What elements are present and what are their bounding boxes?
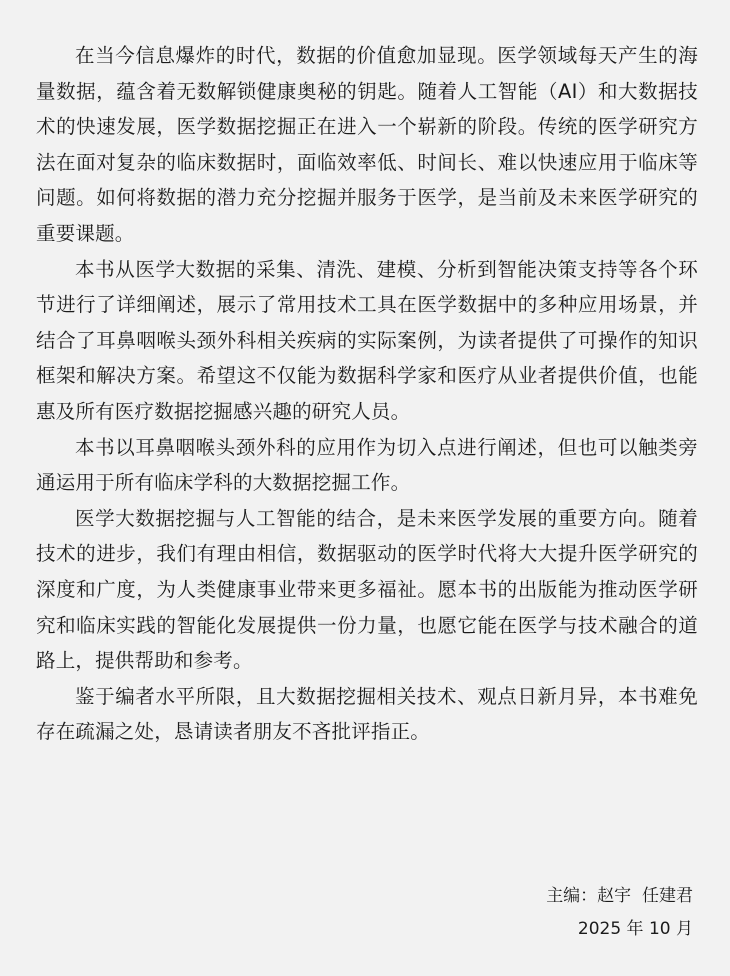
date-line: 2025 年 10 月	[577, 919, 693, 939]
paragraph-1: 在当今信息爆炸的时代，数据的价值愈加显现。医学领域每天产生的海量数据，蕴含着无数解锁健康奥秘的钥匙。随着人工智能（AI）和大数据技术的快速发展，医学数据挖掘正在进入一个崭新的阶段。传统的医学研究方法在面对复杂的临床数据时，面临效率低、时间长、难以快速应用于临床等问题。如何将数据的潜力充分挖掘并服务于医学，是当前及未来医学研究的重要课题。	[36, 44, 698, 245]
paragraph-3: 本书以耳鼻咽喉头颈外科的应用作为切入点进行阐述，但也可以触类旁通运用于所有临床学科的大数据挖掘工作。	[36, 435, 698, 495]
editors-line: 主编：赵宇 任建君	[546, 886, 693, 906]
paragraph-5: 鉴于编者水平所限，且大数据挖掘相关技术、观点日新月异，本书难免存在疏漏之处，恳请读者朋友不吝批评指正。	[36, 684, 698, 744]
preface-body	[36, 38, 698, 750]
paragraph-4: 医学大数据挖掘与人工智能的结合，是未来医学发展的重要方向。随着技术的进步，我们有理由相信，数据驱动的医学时代将大大提升医学研究的深度和广度，为人类健康事业带来更多福祉。愿本书的出版能为推动医学研究和临床实践的智能化发展提供一份力量，也愿它能在医学与技术融合的道路上，提供帮助和参考。	[36, 506, 698, 673]
paragraph-2: 本书从医学大数据的采集、清洗、建模、分析到智能决策支持等各个环节进行了详细阐述，展示了常用技术工具在医学数据中的多种应用场景，并结合了耳鼻咽喉头颈外科相关疾病的实际案例，为读者提供了可操作的知识框架和解决方案。希望这不仅能为数据科学家和医疗从业者提供价值，也能惠及所有医疗数据挖掘感兴趣的研究人员。	[36, 257, 698, 423]
signature-block	[546, 880, 693, 946]
